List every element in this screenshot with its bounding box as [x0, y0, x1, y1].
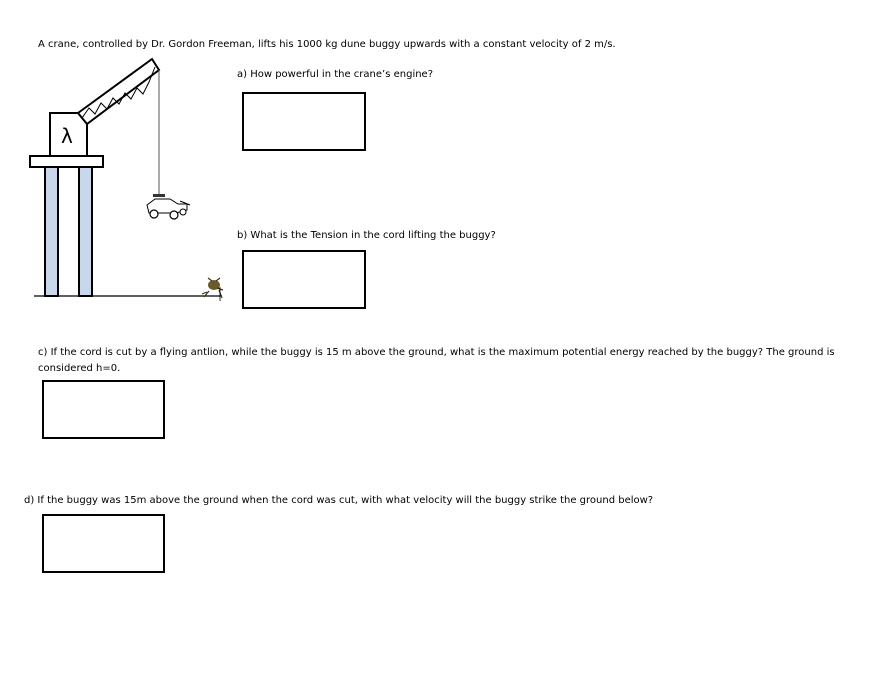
question-a: a) How powerful in the crane’s engine? — [237, 69, 434, 80]
antlion-icon — [202, 278, 223, 301]
lambda-icon: λ — [61, 124, 73, 148]
question-d: d) If the buggy was 15m above the ground when the cord was cut, with what velocity will the buggy strike the ground below? — [24, 495, 654, 506]
crane-platform — [30, 156, 103, 167]
crane-leg-right — [79, 167, 92, 296]
answer-box-b[interactable] — [242, 250, 366, 309]
answer-box-c[interactable] — [42, 380, 165, 439]
problem-statement: A crane, controlled by Dr. Gordon Freeman, lifts his 1000 kg dune buggy upwards with a constant velocity of 2 m/s. — [38, 39, 616, 50]
crane-leg-left — [45, 167, 58, 296]
question-c: c) If the cord is cut by a flying antlion, while the buggy is 15 m above the ground, what is the maximum potential energy reached by the buggy? The ground is considered h=0. — [38, 347, 835, 374]
question-b: b) What is the Tension in the cord lifting the buggy? — [237, 230, 496, 241]
crane-boom — [78, 59, 159, 124]
answer-box-d[interactable] — [42, 514, 165, 573]
dune-buggy-icon — [147, 194, 190, 219]
answer-box-a[interactable] — [242, 92, 366, 151]
